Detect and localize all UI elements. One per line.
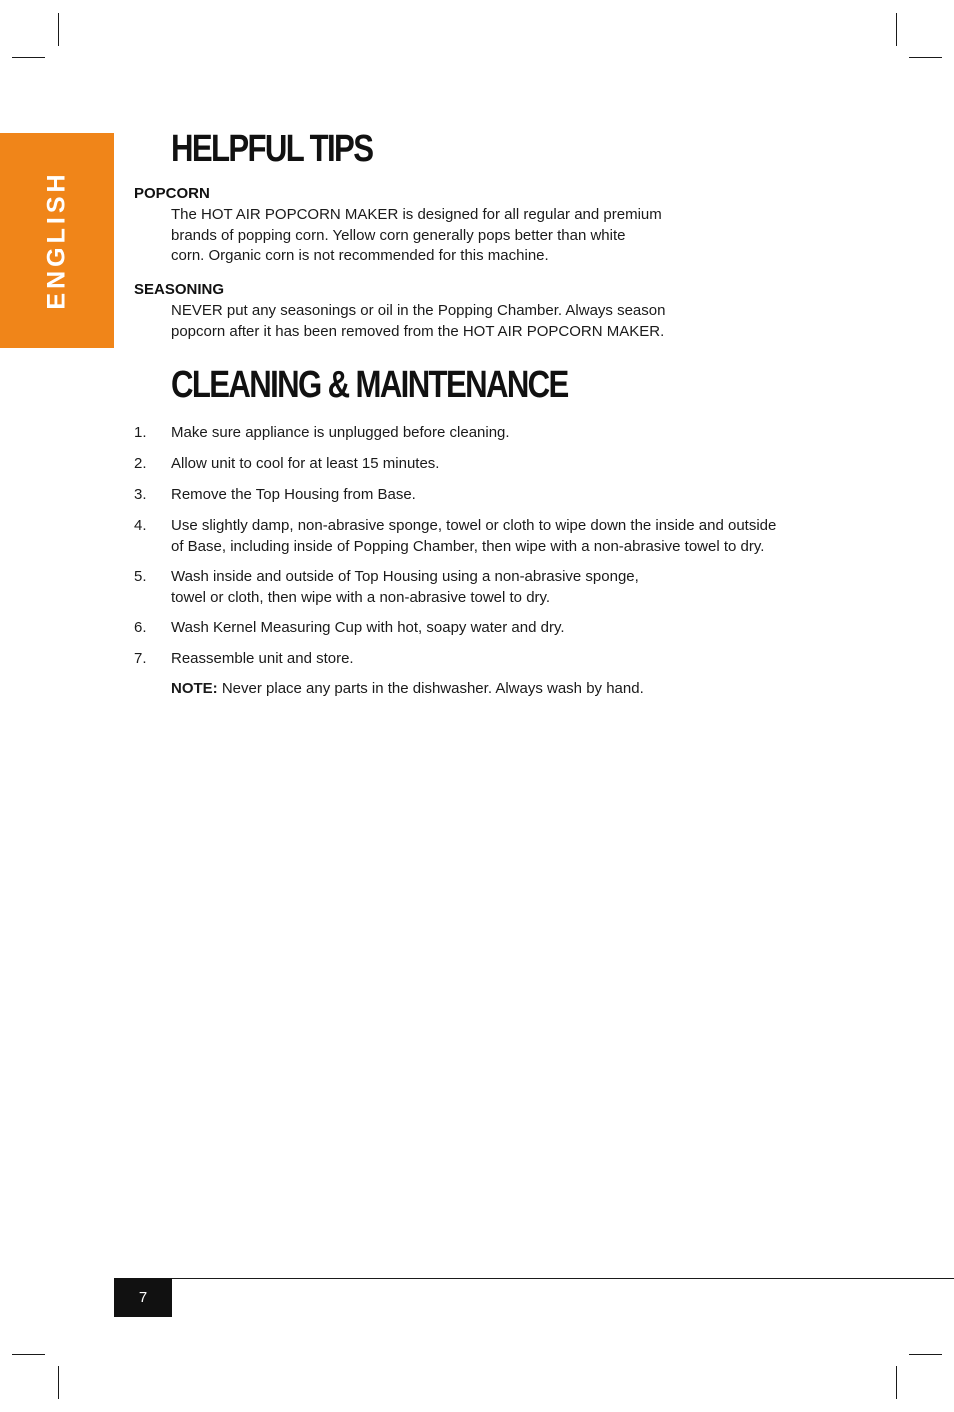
seasoning-paragraph (171, 301, 691, 342)
step-text: Remove the Top Housing from Base. (171, 486, 416, 503)
step-number: 2. (134, 455, 147, 472)
crop-mark (896, 1366, 897, 1399)
step-number: 1. (134, 424, 147, 441)
step-number: 4. (134, 517, 147, 534)
crop-mark (896, 13, 897, 46)
popcorn-line: corn. Organic corn is not recommended for this machine. (171, 247, 549, 264)
seasoning-subheading: SEASONING (134, 281, 225, 298)
seasoning-line: NEVER put any seasonings or oil in the Popping Chamber. Always season (171, 302, 666, 319)
step-text: Wash Kernel Measuring Cup with hot, soapy water and dry. (171, 619, 565, 636)
step-text: Wash inside and outside of Top Housing using a non-abrasive sponge, towel or cloth, then wipe with a non-abrasive towel to dry. (171, 568, 639, 606)
step-text: Make sure appliance is unplugged before cleaning. (171, 424, 510, 441)
crop-mark (12, 57, 45, 58)
language-tab-label: ENGLISH (42, 170, 71, 310)
crop-mark (58, 1366, 59, 1399)
crop-mark (909, 1354, 942, 1355)
popcorn-subheading: POPCORN (134, 185, 210, 202)
dishwasher-note (171, 679, 644, 700)
crop-mark (12, 1354, 45, 1355)
step-number: 7. (134, 650, 147, 667)
crop-mark (58, 13, 59, 46)
seasoning-line: popcorn after it has been removed from the HOT AIR POPCORN MAKER. (171, 322, 665, 340)
step-text: Allow unit to cool for at least 15 minutes. (171, 455, 440, 472)
step-number: 6. (134, 619, 147, 636)
step-text: Use slightly damp, non-abrasive sponge, towel or cloth to wipe down the inside and outside of Base, including inside of Popping Chamber, then wipe with a non-abrasive towel to dry. (171, 517, 777, 555)
popcorn-line: The HOT AIR POPCORN MAKER is designed for all regular and premium (171, 206, 662, 223)
page-number: 7 (138, 1289, 148, 1306)
step-number: 5. (134, 568, 147, 585)
note-text: Never place any parts in the dishwasher. Always wash by hand. (217, 680, 644, 697)
popcorn-line: brands of popping corn. Yellow corn generally pops better than white (171, 226, 626, 244)
step-text: Reassemble unit and store. (171, 650, 354, 667)
step-number: 3. (134, 486, 147, 503)
note-label: NOTE: (171, 680, 218, 697)
helpful-tips-heading: HELPFUL TIPS (171, 128, 373, 170)
crop-mark (909, 57, 942, 58)
page-number-box (114, 1278, 172, 1317)
footer-rule (114, 1278, 954, 1279)
popcorn-paragraph (171, 205, 691, 267)
cleaning-heading: CLEANING & MAINTENANCE (171, 364, 568, 406)
language-tab (0, 133, 114, 348)
